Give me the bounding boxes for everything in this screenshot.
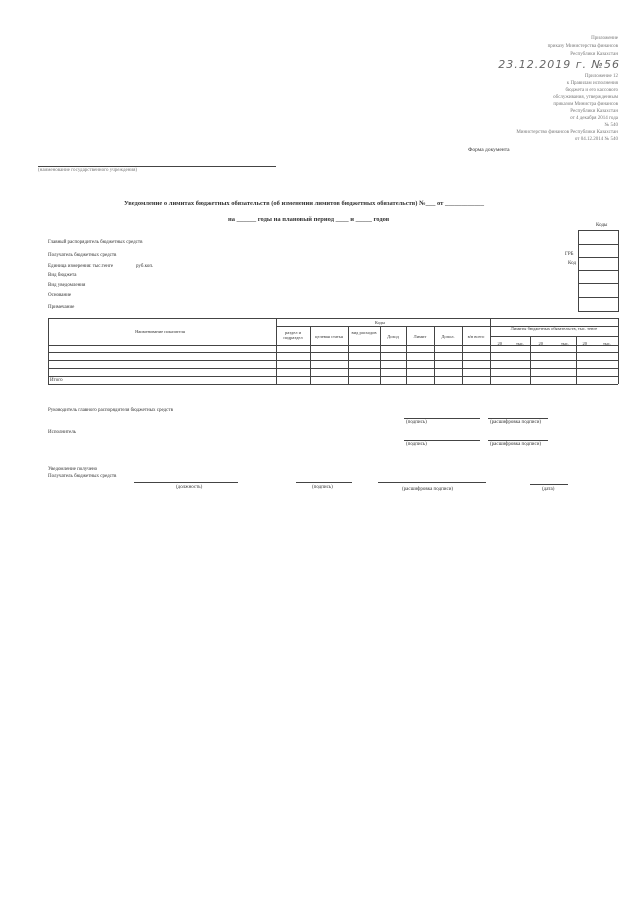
col-year2-unit: тыс. [560, 341, 570, 346]
form-label: Форма документа [468, 147, 510, 153]
grb-label: ГРБ [565, 252, 574, 257]
top-right-line12: № 540 [604, 123, 618, 128]
col-year3-unit: тыс. [602, 341, 612, 346]
bottom-decode-caption: (расшифровка подписи) [402, 487, 454, 492]
field-budget-type: Вид бюджета [48, 273, 77, 278]
col-expense-type: вид расходов [351, 330, 377, 335]
codes-col-label: Коды [596, 223, 608, 228]
bottom-pos-caption: (должность) [176, 485, 203, 490]
top-right-line11: от 4 декабря 2014 года [570, 116, 618, 121]
field-notice-type: Вид уведомления [48, 283, 86, 288]
col-section: раздел и подраздел [283, 330, 303, 340]
top-right-line13: Министерство финансов Республики Казахстан [516, 130, 618, 135]
received-label: Уведомление получено [48, 467, 98, 472]
col-year2: 20__ [538, 341, 548, 346]
org-caption: (наименование государственного учреждения) [38, 168, 138, 173]
col-additional: Допол. [441, 334, 455, 339]
col-year1: 20__ [497, 341, 507, 346]
top-right-line1: Приложение [591, 36, 618, 41]
executor-label: Исполнитель [48, 430, 76, 435]
top-right-line10: Республики Казахстан [570, 109, 618, 114]
top-right-line5: Приложение 12 [584, 74, 618, 79]
top-right-line9: приказом Министра финансов [553, 102, 618, 107]
field-basis: Основание [48, 293, 72, 298]
sign2-caption: (подпись) [406, 442, 427, 447]
sign1-caption: (подпись) [406, 420, 427, 425]
doc-title-line2: на ______ годы на плановый период ____ и _____ годов [228, 216, 390, 223]
decode2-caption: (расшифровка подписи) [490, 442, 542, 447]
top-right-line6: к Правилам исполнения [566, 81, 618, 86]
col-year1-unit: тыс. [515, 341, 525, 346]
top-right-line2: приказу Министерства финансов [547, 44, 618, 49]
col-income: Доход [387, 334, 399, 339]
field-chief-manager: Главный распорядитель бюджетных средств [48, 240, 143, 245]
col-years-header: Лимиты бюджетных обязательств, тыс. тенге [510, 326, 598, 331]
decode1-caption: (расшифровка подписи) [490, 420, 542, 425]
col-codes-header: Коды [374, 320, 386, 325]
field-unit: Единица измерения: тыс.тенге [48, 264, 114, 269]
date-stamp: 23.12.2019 г. №56 [498, 58, 620, 71]
col-total: в/в всего [467, 334, 485, 339]
top-right-line14: от 04.12.2014 № 540 [574, 137, 618, 142]
doc-title-line1: Уведомление о лимитах бюджетных обязательств (об изменении лимитов бюджетных обязательств) №___ от ____________ [124, 200, 484, 207]
col-target: целевая статья [315, 334, 343, 339]
top-right-line7: бюджета и его кассового [565, 88, 618, 93]
recipient-label: Получатель бюджетных средств [48, 474, 117, 479]
bottom-date-caption: (дата) [542, 487, 555, 492]
unit-hint: руб.коп. [136, 264, 154, 269]
field-note: Примечание [48, 305, 75, 310]
field-recipient: Получатель бюджетных средств [48, 253, 117, 258]
total-row-label: Итого [50, 378, 63, 383]
col-name-header: Наименование показателя [135, 329, 185, 334]
top-right-line3: Республики Казахстан [570, 52, 618, 57]
bottom-sign-caption: (подпись) [312, 485, 333, 490]
code-label: Код [568, 261, 576, 266]
col-year3: 20__ [582, 341, 592, 346]
top-right-line8: обслуживания, утвержденным [553, 95, 618, 100]
head-label: Руководитель главного распорядителя бюджетных средств [48, 408, 173, 413]
col-limit: Лимит [413, 334, 427, 339]
